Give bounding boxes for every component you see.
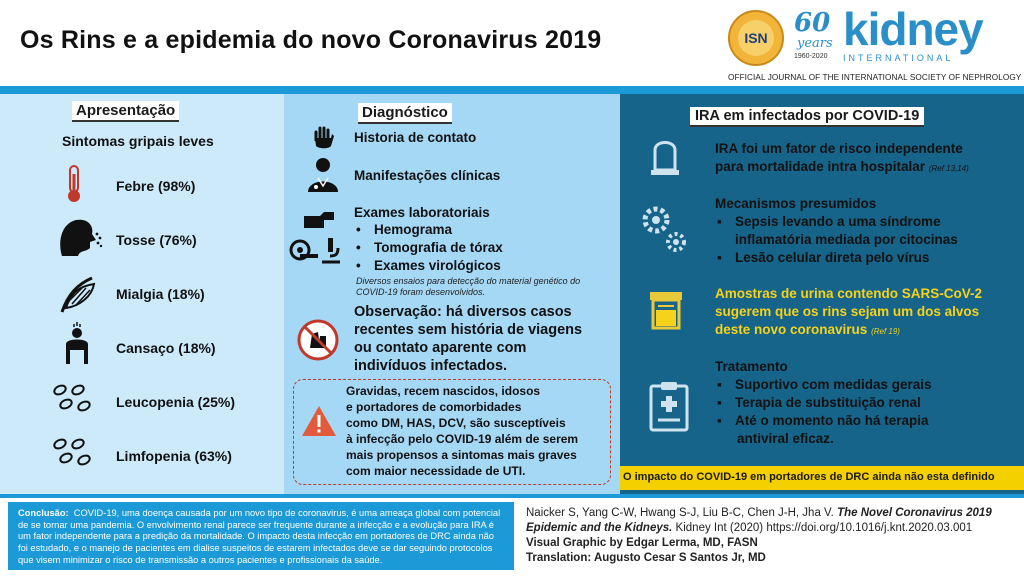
mechanisms-title: Mecanismos presumidos — [715, 196, 877, 211]
sixty-years-label: years — [797, 36, 833, 51]
international-wordmark: INTERNATIONAL — [843, 53, 954, 63]
treatment-rrt: Terapia de substituição renal — [735, 395, 921, 410]
symptom-cough: Tosse (76%) — [116, 232, 197, 248]
citation-authors: Naicker S, Yang C-W, Hwang S-J, Liu B-C, Chen J-H, Jha V. — [526, 507, 834, 519]
risk-groups-line-4: à infecção pelo COVID-19 além de serem — [346, 432, 579, 446]
warning-icon — [300, 404, 338, 438]
sixty-years-number: 60 — [794, 8, 831, 38]
lab-note-line-1: Diversos ensaios para detecção do material genético do — [356, 276, 581, 286]
lab-item-chest-ct: Tomografia de tórax — [374, 240, 503, 255]
translation-credit: Translation: Augusto Cesar S Santos Jr, MD — [526, 552, 766, 564]
observation-line-1: Observação: há diversos casos — [354, 304, 572, 320]
citation-block — [526, 506, 1020, 566]
bullet: • — [356, 240, 361, 255]
urine-sample-icon — [646, 290, 686, 330]
observation-line-4: indivíduos infectados. — [354, 358, 508, 374]
observation-line-3: ou contato aparente com — [354, 340, 527, 356]
visual-credit: Visual Graphic by Edgar Lerma, MD, FASN — [526, 537, 758, 549]
mechanism-sepsis-line-2: inflamatória mediada por citocinas — [735, 232, 958, 247]
no-travel-icon — [296, 318, 340, 362]
square-bullet: ▪ — [717, 377, 722, 392]
cells-icon — [52, 436, 92, 472]
isn-seal-text: ISN — [738, 20, 774, 56]
thermometer-icon — [64, 164, 84, 204]
symptom-leukopenia: Leucopenia (25%) — [116, 394, 236, 410]
citation-journal: Kidney Int (2020) https://doi.org/10.1016/j.knt.2020.03.001 — [675, 522, 973, 534]
symptom-fatigue: Cansaço (18%) — [116, 340, 216, 356]
citation-title-part-2: Epidemic and the Kidneys. — [526, 522, 673, 534]
lab-item-blood-count: Hemograma — [374, 222, 453, 237]
treatment-antiviral-line-1: Até o momento não há terapia — [735, 413, 929, 428]
diagnosis-header: Diagnóstico — [358, 103, 452, 124]
risk-groups-line-6: com maior necessidade de UTI. — [346, 464, 526, 478]
treatment-title: Tratamento — [715, 359, 788, 374]
isn-seal-icon — [728, 10, 784, 66]
risk-groups-line-2: e portadores de comorbidades — [346, 400, 522, 414]
mild-symptoms-heading: Sintomas gripais leves — [62, 133, 214, 149]
hand-icon — [312, 126, 336, 150]
ckd-impact-text: O impacto do COVID-19 em portadores de DRC ainda não esta definido — [623, 471, 995, 483]
contact-history: Historia de contato — [354, 130, 477, 145]
aki-header: IRA em infectados por COVID-19 — [690, 107, 924, 127]
symptom-lymphopenia: Limfopenia (63%) — [116, 448, 232, 464]
lab-item-viral-tests: Exames virológicos — [374, 258, 501, 273]
urine-reference: (Ref 19) — [871, 327, 900, 336]
lab-tests-heading: Exames laboratoriais — [354, 205, 490, 220]
bottom-divider — [0, 494, 1024, 498]
symptom-myalgia: Mialgia (18%) — [116, 286, 205, 302]
cough-icon — [56, 216, 102, 260]
gears-icon — [636, 200, 692, 256]
treatment-antiviral-line-2: antiviral eficaz. — [737, 431, 834, 446]
ct-scanner-icon — [290, 238, 318, 262]
bullet: • — [356, 222, 361, 237]
mechanism-direct-injury: Lesão celular direta pelo vírus — [735, 250, 930, 265]
lab-note-line-2: COVID-19 foram desenvolvidos. — [356, 287, 486, 297]
muscle-icon — [58, 274, 98, 316]
microscope-icon — [320, 236, 342, 264]
square-bullet: ▪ — [717, 214, 722, 229]
square-bullet: ▪ — [717, 395, 722, 410]
clipboard-icon — [648, 380, 690, 432]
clinical-manifestations: Manifestações clínicas — [354, 168, 501, 183]
presentation-header: Apresentação — [72, 101, 179, 122]
risk-line-1: IRA foi um fator de risco independente — [715, 141, 963, 156]
cells-icon — [52, 382, 92, 418]
urine-line-2: sugerem que os rins sejam um dos alvos — [715, 304, 980, 319]
symptom-fever: Febre (98%) — [116, 178, 196, 194]
citation-title-part-1: The Novel Coronavirus 2019 — [837, 507, 992, 519]
doctor-icon — [306, 156, 340, 194]
kidney-wordmark: kidney — [843, 3, 983, 55]
square-bullet: ▪ — [717, 250, 722, 265]
journal-logo — [706, 3, 1022, 88]
conclusion-box — [8, 502, 514, 570]
risk-groups-line-5: mais propensos a sintomas mais graves — [346, 448, 577, 462]
bullet: • — [356, 258, 361, 273]
observation-line-2: recentes sem história de viagens — [354, 322, 583, 338]
years-range: 1960-2020 — [794, 53, 828, 60]
top-divider — [0, 86, 1024, 94]
treatment-supportive: Suportivo com medidas gerais — [735, 377, 932, 392]
risk-groups-line-3: como DM, HAS, DCV, são susceptíveis — [346, 416, 566, 430]
urine-line-3: deste novo coronavirus (Ref 19) — [715, 322, 900, 337]
risk-line-2: para mortalidade intra hospitalar (Ref 13,14) — [715, 159, 969, 174]
conclusion-text: COVID-19, uma doença causada por um novo tipo de coronavirus, é uma ameaça global com potencial de se tornar uma pandemia. O envolvimento renal parece ser frequente durante a infecção e a evolução para IRA é um fator independente para a predição da mortalidade. O impacto desta infecção em portadores de DRC ainda não foi estudado, e o manejo de pacientes em dialise suspeitos de estarem infectados deve se dar seguindo protocolos que visem minimizar o risco de transmissão a outros pacientes e profissionais da saúde. — [18, 508, 501, 565]
page-title: Os Rins e a epidemia do novo Coronavirus 2019 — [20, 26, 602, 54]
urine-line-1: Amostras de urina contendo SARS-CoV-2 — [715, 286, 983, 301]
risk-reference: (Ref 13,14) — [928, 164, 969, 173]
official-journal-line: OFFICIAL JOURNAL OF THE INTERNATIONAL SOCIETY OF NEPHROLOGY — [728, 73, 1022, 82]
pointing-hand-icon — [302, 210, 336, 230]
risk-groups-line-1: Gravidas, recem nascidos, idosos — [346, 384, 541, 398]
square-bullet: ▪ — [717, 413, 722, 428]
mechanism-sepsis-line-1: Sepsis levando a uma síndrome — [735, 214, 941, 229]
tombstone-icon — [650, 138, 680, 176]
conclusion-label: Conclusão: — [18, 508, 69, 518]
fatigue-icon — [60, 322, 94, 366]
